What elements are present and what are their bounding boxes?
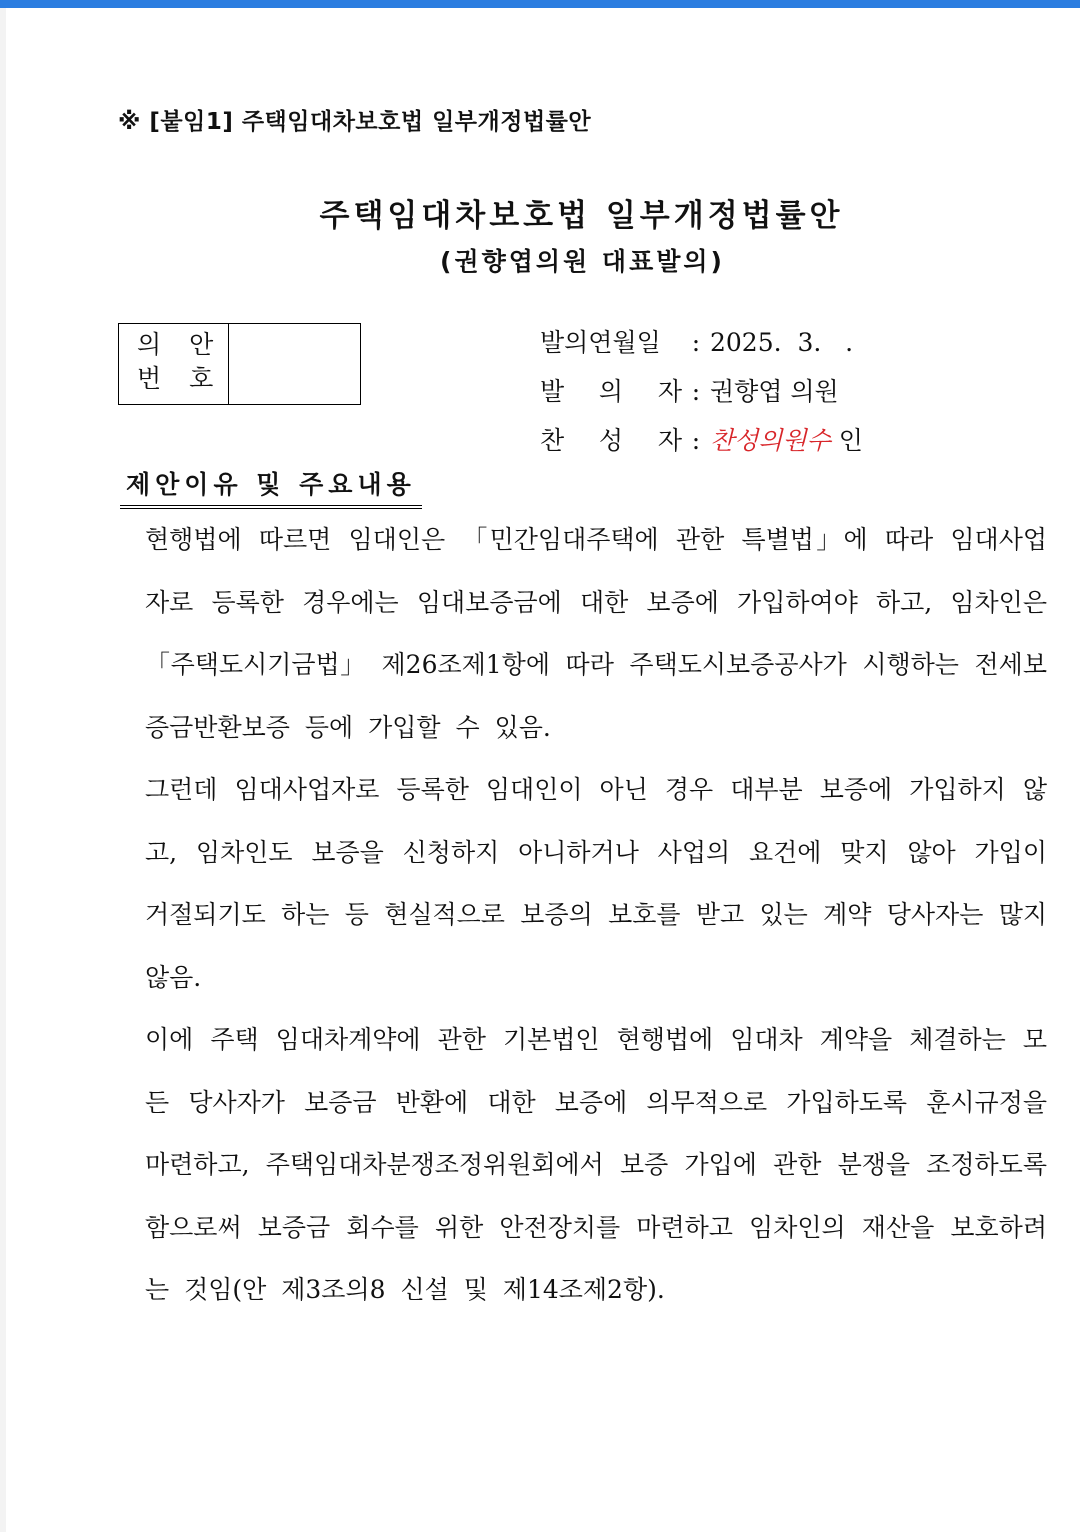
- bill-number-label-line2: 번 호: [137, 364, 224, 393]
- meta-supporter-row: [540, 416, 863, 465]
- date-value: 2025. 3. .: [710, 328, 854, 357]
- supporter-suffix: 인: [838, 426, 863, 455]
- meta-proposer-row: [540, 367, 863, 416]
- section-heading: 제안이유 및 주요내용: [120, 465, 422, 509]
- supporter-label: 찬 성 자: [540, 426, 682, 455]
- paragraph-2: 그런데 임대사업자로 등록한 임대인이 아닌 경우 대부분 보증에 가입하지 않고, 임차인도 보증을 신청하지 아니하거나 사업의 요건에 맞지 않아 가입이 거절되기도 하는 등 현실적으로 보증의 보호를 받고 있는 계약 당사자는 많지 않음.: [145, 775, 1047, 992]
- supporter-colon: :: [691, 426, 701, 455]
- bill-number-box: [118, 323, 361, 405]
- document-title: 주택임대차보호법 일부개정법률안: [319, 198, 844, 234]
- bill-number-label-line1: 의 안: [137, 330, 224, 359]
- paragraph-1: 현행법에 따르면 임대인은 「민간임대주택에 관한 특별법」에 따라 임대사업자로 등록한 경우에는 임대보증금에 대한 보증에 가입하여야 하고, 임차인은 「주택도시기금법」 제26조제1항에 따라 주택도시보증공사가 시행하는 전세보증금반환보증 등에 가입할 수 있음.: [145, 525, 1047, 742]
- bill-number-value: [229, 324, 360, 404]
- document-subtitle: (권향엽의원 대표발의): [440, 247, 725, 276]
- supporter-count: 찬성의원수: [710, 426, 831, 455]
- attachment-title: ※ [붙임1] 주택임대차보호법 일부개정법률안: [118, 109, 592, 135]
- body-text: [145, 509, 1047, 1322]
- proposer-label: 발 의 자: [540, 377, 682, 406]
- date-colon: :: [691, 328, 701, 357]
- page-left-edge: [0, 8, 6, 1532]
- meta-date-row: [540, 318, 863, 367]
- bill-number-label: [119, 324, 229, 404]
- top-accent-bar: [0, 0, 1080, 8]
- proposer-colon: :: [691, 377, 701, 406]
- paragraph-3: 이에 주택 임대차계약에 관한 기본법인 현행법에 임대차 계약을 체결하는 모든 당사자가 보증금 반환에 대한 보증에 의무적으로 가입하도록 훈시규정을 마련하고, 주택임대차분쟁조정위원회에서 보증 가입에 관한 분쟁을 조정하도록 함으로써 보증금 회수를 위한 안전장치를 마련하고 임차인의 재산을 보호하려는 것임(안 제3조의8 신설 및 제14조제2항).: [145, 1025, 1047, 1304]
- proposer-value: 권향엽 의원: [710, 377, 839, 406]
- proposal-meta: [540, 318, 863, 465]
- date-label: 발의연월일: [540, 328, 661, 357]
